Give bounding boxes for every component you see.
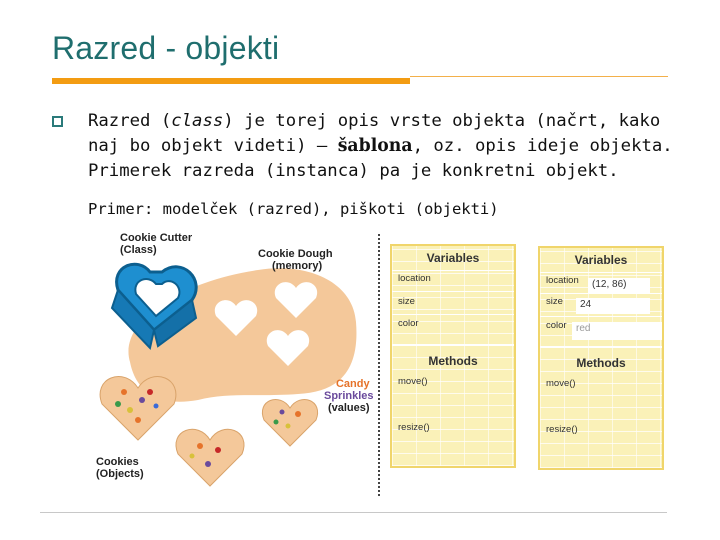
dough-label-line2: (memory) — [272, 260, 323, 272]
object-var-size: size — [546, 296, 563, 307]
cookies-label — [96, 456, 144, 480]
object-var-location: location — [546, 275, 579, 286]
bullet-paragraph — [88, 109, 700, 184]
bullet-text-1: Razred ( — [88, 111, 172, 131]
object-row-divider-1 — [540, 272, 662, 273]
bullet-text-bold: šablona — [337, 136, 413, 156]
object-color-value: red — [572, 322, 662, 340]
values-word: (values) — [327, 402, 370, 414]
object-section-divider — [540, 346, 662, 348]
slide-title: Razred - objekti — [52, 30, 280, 66]
class-method-move: move() — [398, 376, 428, 387]
object-variables-header: Variables — [574, 253, 628, 267]
object-panel — [538, 246, 664, 470]
dough-label-line1: Cookie Dough — [258, 248, 333, 260]
object-method-move: move() — [546, 378, 576, 389]
class-var-color: color — [398, 318, 419, 329]
cutter-label-line2: (Class) — [120, 244, 157, 256]
class-method-resize: resize() — [398, 422, 430, 433]
object-location-value: (12, 86) — [588, 278, 650, 294]
class-row-divider-1 — [392, 270, 514, 271]
bullet-text-2: ) je torej opis vrste objekta (načrt, kako naj bo objekt videti) – — [88, 111, 661, 156]
class-var-size: size — [398, 296, 415, 307]
cookie-1 — [100, 377, 176, 440]
candy-word: Candy — [335, 378, 370, 390]
class-variables-header: Variables — [426, 251, 480, 265]
object-size-value: 24 — [576, 298, 650, 314]
class-row-divider-3 — [392, 314, 514, 315]
bottom-rule — [40, 512, 667, 513]
object-method-resize: resize() — [546, 424, 578, 435]
class-section-divider — [392, 344, 514, 346]
cookies-label-line1: Cookies — [96, 456, 139, 468]
candy-label — [324, 378, 374, 414]
object-var-color: color — [546, 320, 567, 331]
object-row-divider-3 — [540, 316, 662, 317]
cutter-label-line1: Cookie Cutter — [120, 232, 193, 244]
dough-label — [258, 248, 333, 272]
example-caption: Primer: modelček (razred), piškoti (objekti) — [88, 200, 499, 218]
title-underline-accent — [52, 78, 410, 84]
bullet-text-class: class — [171, 111, 224, 131]
class-panel — [390, 244, 516, 468]
cookies-label-line2: (Objects) — [96, 468, 144, 480]
bullet-square-icon — [52, 116, 63, 127]
cutter-label — [120, 232, 192, 256]
class-var-location: location — [398, 273, 431, 284]
object-row-divider-2 — [540, 293, 662, 294]
class-row-divider-2 — [392, 291, 514, 292]
bullet-text-3: , oz. opis ideje objekta. Primerek razreda (instanca) pa je konkretni objekt. — [88, 136, 673, 181]
cookie-class-figure — [88, 222, 668, 512]
object-methods-header: Methods — [576, 356, 626, 370]
class-methods-header: Methods — [428, 354, 478, 368]
title-underline-thin — [410, 76, 668, 77]
sprinkles-word: Sprinkles — [324, 390, 374, 402]
figure-separator — [378, 234, 380, 496]
cookie-2 — [262, 399, 317, 446]
cookie-3 — [176, 429, 244, 486]
